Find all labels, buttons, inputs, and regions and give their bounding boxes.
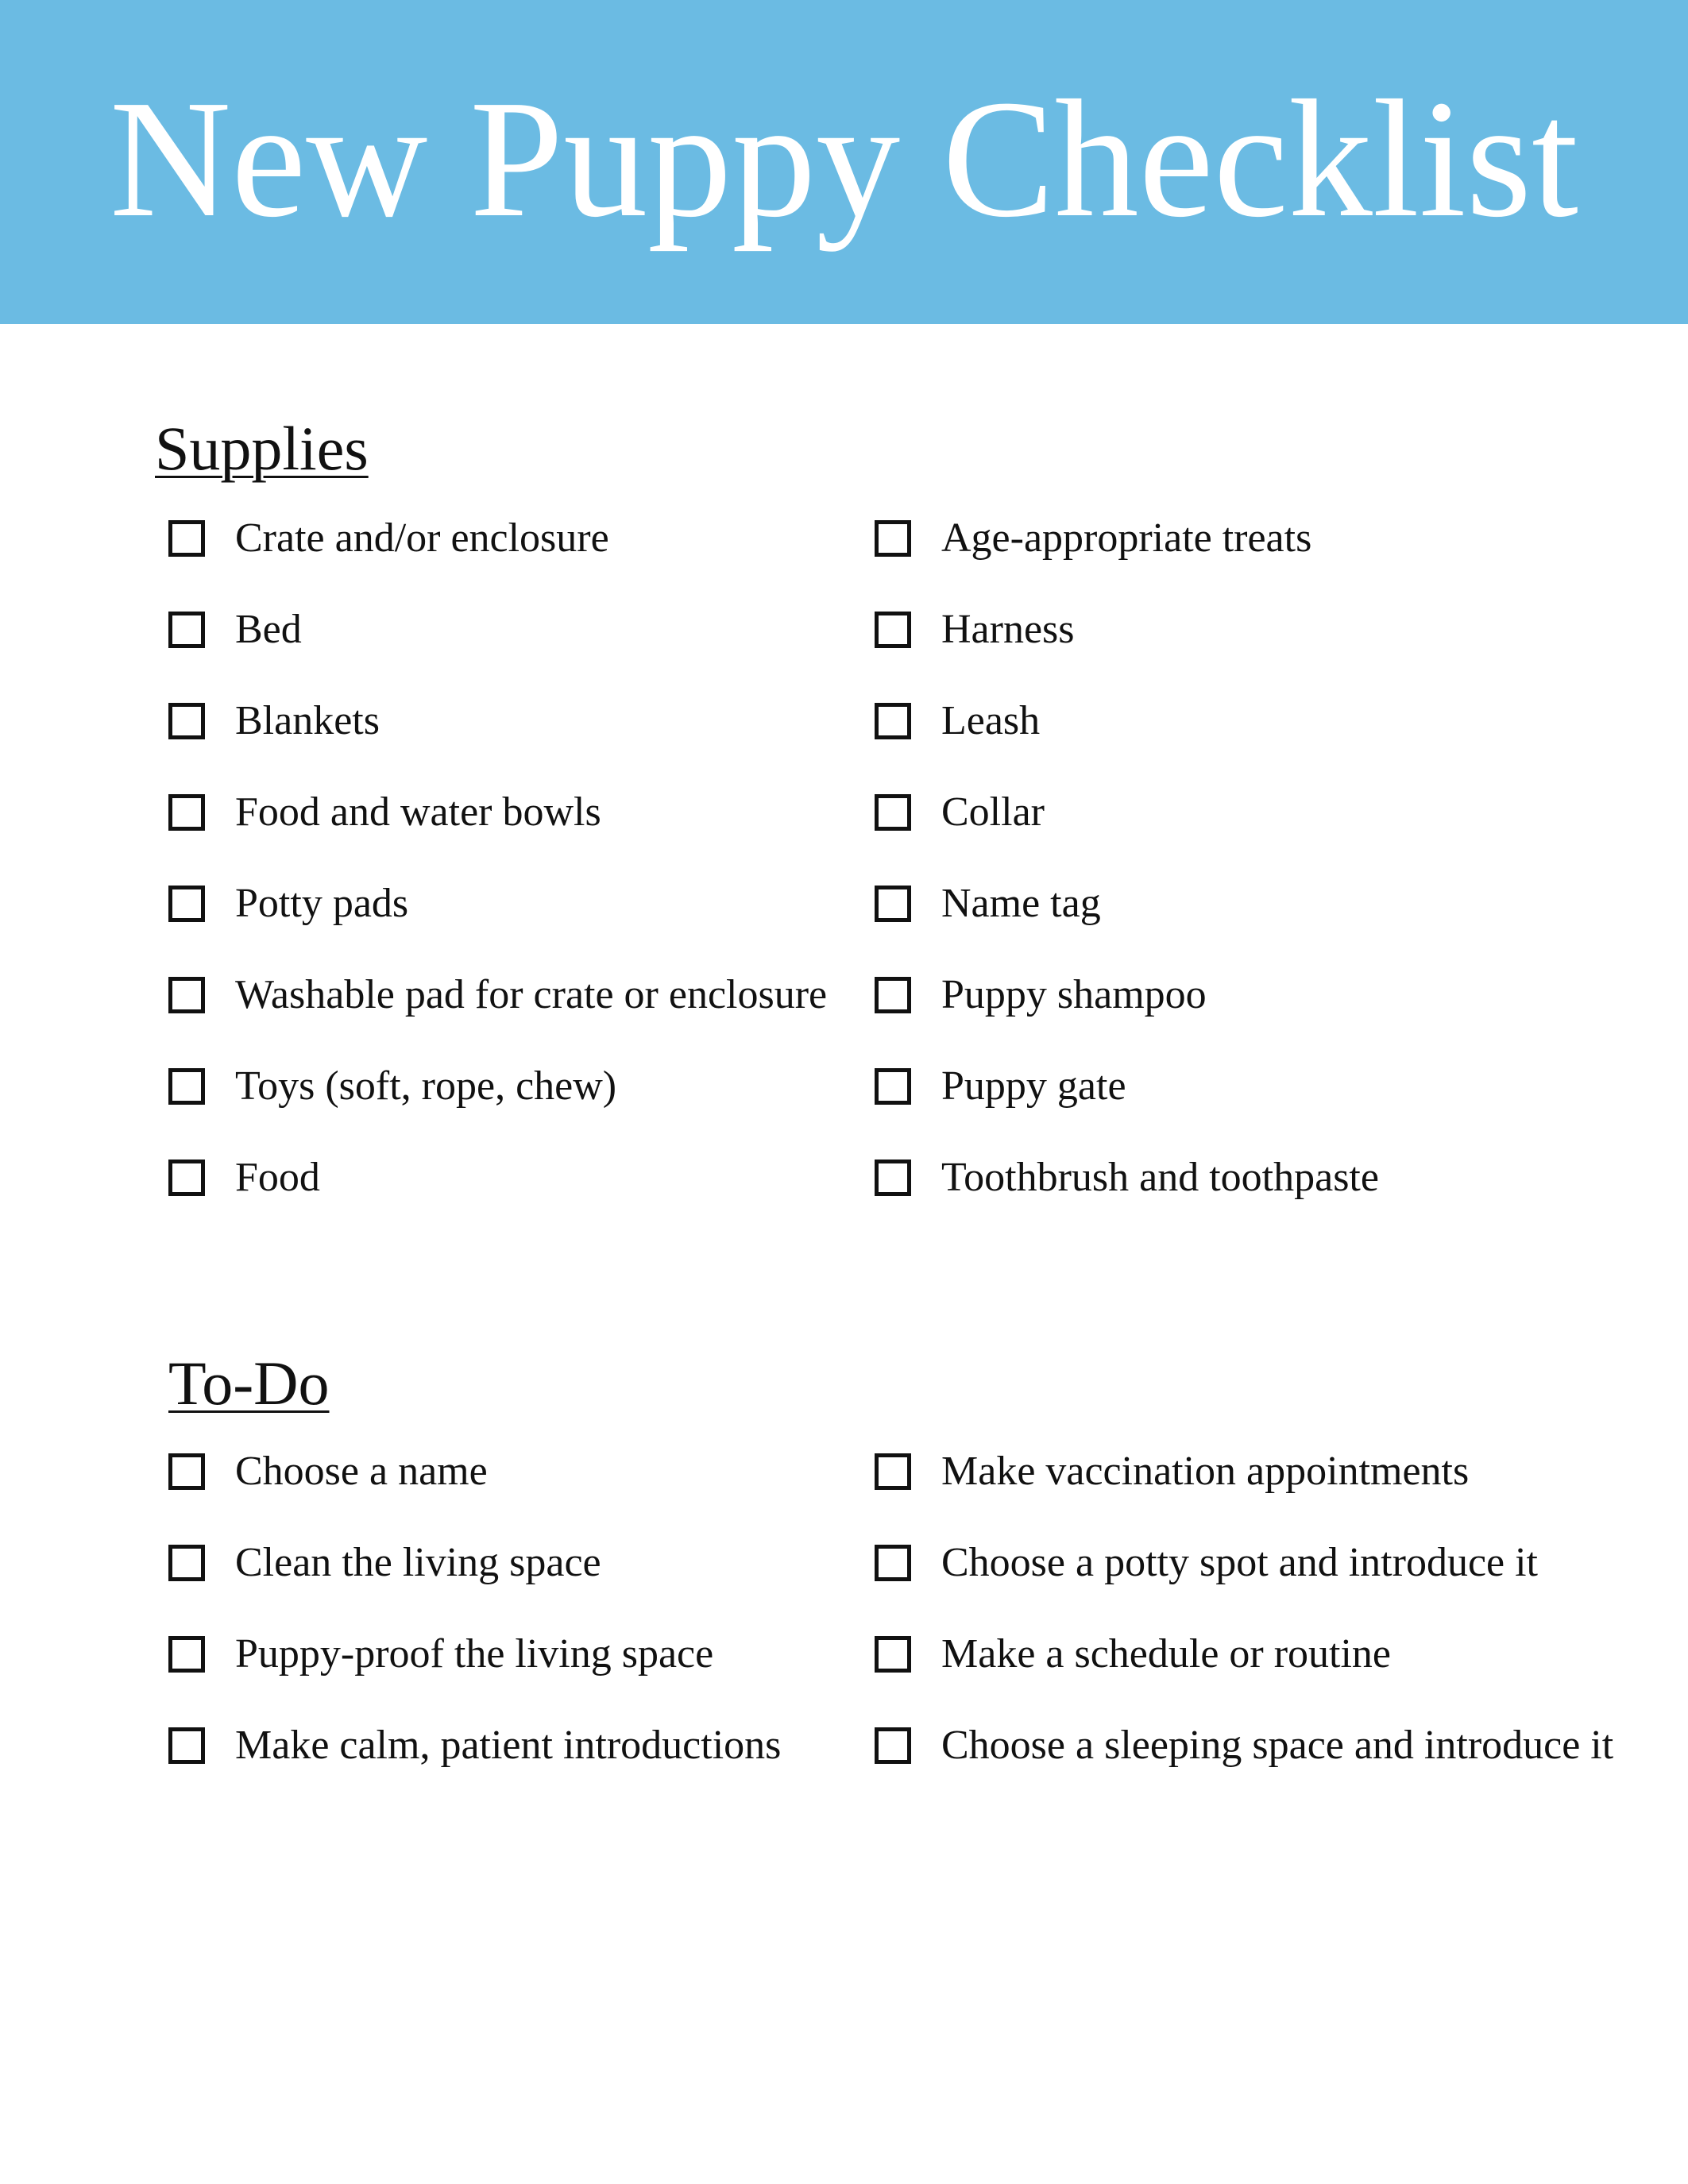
checklist-item bbox=[875, 1040, 1638, 1132]
checklist-item bbox=[875, 1426, 1638, 1517]
checklist-item-label: Potty pads bbox=[235, 880, 409, 926]
checklist-item bbox=[168, 1040, 875, 1132]
checkbox[interactable] bbox=[875, 703, 911, 739]
checklist-item-label: Blankets bbox=[235, 697, 380, 743]
checklist-item bbox=[875, 1517, 1638, 1608]
checklist-item-label: Choose a potty spot and introduce it bbox=[941, 1539, 1539, 1585]
checklist-item-label: Age-appropriate treats bbox=[941, 515, 1312, 561]
checklist-item bbox=[875, 1700, 1638, 1791]
todo-checklist bbox=[168, 1426, 1638, 1791]
checklist-item-label: Food and water bowls bbox=[235, 789, 601, 835]
checklist-item bbox=[168, 1517, 875, 1608]
checklist-item bbox=[875, 949, 1638, 1040]
checklist-item bbox=[875, 492, 1638, 584]
todo-heading: To-Do bbox=[168, 1349, 330, 1418]
checklist-item-label: Collar bbox=[941, 789, 1045, 835]
checklist-item-label: Puppy-proof the living space bbox=[235, 1630, 714, 1677]
checkbox[interactable] bbox=[168, 794, 205, 831]
checkbox[interactable] bbox=[168, 520, 205, 557]
checklist-item-label: Leash bbox=[941, 697, 1041, 743]
checklist-item bbox=[168, 1608, 875, 1700]
checklist-item bbox=[168, 584, 875, 675]
checklist-item bbox=[875, 766, 1638, 858]
checkbox[interactable] bbox=[875, 886, 911, 922]
checklist-item-label: Make calm, patient introductions bbox=[235, 1722, 782, 1768]
checklist-item-label: Clean the living space bbox=[235, 1539, 601, 1585]
checklist-item bbox=[875, 584, 1638, 675]
checkbox[interactable] bbox=[875, 612, 911, 648]
page-title: New Puppy Checklist bbox=[110, 65, 1578, 252]
checklist-item-label: Toys (soft, rope, chew) bbox=[235, 1063, 617, 1109]
checklist-item bbox=[168, 1132, 875, 1223]
checklist-item-label: Puppy gate bbox=[941, 1063, 1126, 1109]
checkbox[interactable] bbox=[875, 1727, 911, 1764]
checklist-item-label: Food bbox=[235, 1154, 320, 1200]
checklist-item-label: Make vaccination appointments bbox=[941, 1448, 1470, 1494]
checklist-item-label: Choose a sleeping space and introduce it bbox=[941, 1722, 1614, 1768]
checklist-item bbox=[875, 858, 1638, 949]
checkbox[interactable] bbox=[875, 1453, 911, 1490]
checklist-item-label: Harness bbox=[941, 606, 1075, 652]
checklist-item bbox=[168, 858, 875, 949]
checklist-item bbox=[168, 1426, 875, 1517]
checkbox[interactable] bbox=[168, 1727, 205, 1764]
checklist-item-label: Choose a name bbox=[235, 1448, 488, 1494]
checklist-item-label: Puppy shampoo bbox=[941, 971, 1207, 1017]
checkbox[interactable] bbox=[875, 520, 911, 557]
checkbox[interactable] bbox=[168, 1453, 205, 1490]
checklist-item bbox=[168, 675, 875, 766]
checkbox[interactable] bbox=[875, 977, 911, 1013]
checkbox[interactable] bbox=[168, 886, 205, 922]
checkbox[interactable] bbox=[875, 1160, 911, 1196]
title-banner bbox=[0, 0, 1688, 324]
checklist-item bbox=[875, 1608, 1638, 1700]
checklist-item bbox=[168, 766, 875, 858]
checkbox[interactable] bbox=[168, 1068, 205, 1105]
checkbox[interactable] bbox=[168, 977, 205, 1013]
checkbox[interactable] bbox=[168, 612, 205, 648]
checklist-item bbox=[875, 675, 1638, 766]
checkbox[interactable] bbox=[168, 1636, 205, 1673]
checklist-item-label: Crate and/or enclosure bbox=[235, 515, 609, 561]
checkbox[interactable] bbox=[168, 1545, 205, 1581]
checkbox[interactable] bbox=[168, 703, 205, 739]
checkbox[interactable] bbox=[875, 1636, 911, 1673]
checkbox[interactable] bbox=[875, 794, 911, 831]
checklist-item bbox=[168, 949, 875, 1040]
supplies-heading: Supplies bbox=[155, 414, 369, 483]
checklist-item bbox=[875, 1132, 1638, 1223]
checkbox[interactable] bbox=[875, 1545, 911, 1581]
checklist-item-label: Washable pad for crate or enclosure bbox=[235, 971, 828, 1017]
checklist-item-label: Name tag bbox=[941, 880, 1101, 926]
checklist-item bbox=[168, 1700, 875, 1791]
checklist-item bbox=[168, 492, 875, 584]
supplies-checklist bbox=[168, 492, 1638, 1223]
checkbox[interactable] bbox=[168, 1160, 205, 1196]
checkbox[interactable] bbox=[875, 1068, 911, 1105]
checklist-item-label: Make a schedule or routine bbox=[941, 1630, 1392, 1677]
checklist-item-label: Bed bbox=[235, 606, 302, 652]
checklist-item-label: Toothbrush and toothpaste bbox=[941, 1154, 1379, 1200]
